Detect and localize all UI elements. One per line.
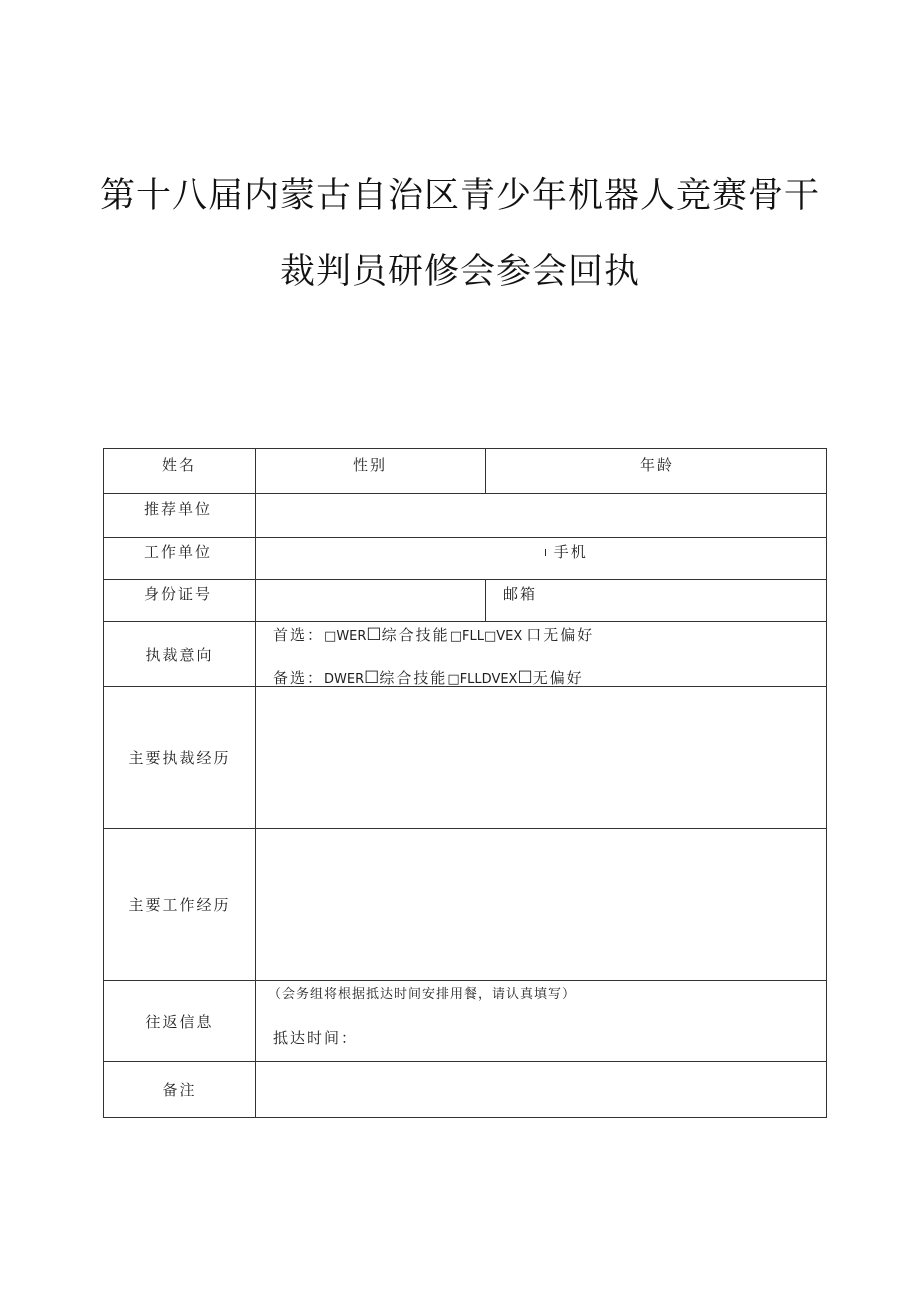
- skills-option: 综合技能: [381, 626, 450, 644]
- recommend-unit-field[interactable]: [255, 493, 827, 538]
- email-label: 邮箱: [503, 585, 538, 603]
- second-skills-checkbox[interactable]: ☐: [364, 668, 380, 688]
- name-label: 姓名: [162, 456, 197, 474]
- phone-marker: I: [544, 548, 547, 559]
- id-label: 身份证号: [144, 585, 213, 603]
- id-field[interactable]: [255, 579, 486, 622]
- arrival-time-label: 抵达时间：: [273, 1029, 359, 1047]
- id-label-cell: [103, 579, 256, 622]
- second-choice-prefix: 备选：: [273, 669, 325, 687]
- page-subtitle: 裁判员研修会参会回执: [279, 252, 640, 292]
- skills-checkbox[interactable]: ☐: [366, 625, 382, 645]
- fll-checkbox[interactable]: □: [449, 629, 462, 644]
- age-label: 年龄: [640, 456, 675, 474]
- second-no-preference-option: 无偏好: [532, 669, 584, 687]
- email-field[interactable]: [485, 579, 827, 622]
- remarks-field[interactable]: [255, 1061, 827, 1118]
- first-choice-prefix: 首选：: [273, 626, 325, 644]
- remarks-label-cell: [103, 1061, 256, 1118]
- vex-checkbox[interactable]: □: [483, 629, 497, 644]
- work-unit-label-cell: [103, 537, 256, 580]
- second-no-preference-checkbox[interactable]: ☐: [517, 668, 533, 688]
- second-skills-option: 综合技能: [379, 669, 448, 687]
- gender-label: 性别: [353, 456, 388, 474]
- intent-label-cell: [103, 621, 256, 687]
- work-history-label: 主要工作经历: [128, 896, 231, 914]
- phone-label: 手机: [553, 543, 588, 561]
- no-preference-checkbox[interactable]: 口: [526, 626, 544, 644]
- travel-label: 往返信息: [145, 1012, 214, 1031]
- travel-field[interactable]: [255, 980, 827, 1062]
- second-fll-checkbox[interactable]: □: [447, 672, 460, 687]
- recommend-unit-label-cell: [103, 493, 256, 538]
- second-choice-line: [273, 667, 584, 688]
- work-unit-phone-field[interactable]: [255, 537, 827, 580]
- referee-history-label: 主要执裁经历: [128, 749, 231, 767]
- work-history-field[interactable]: [255, 828, 827, 981]
- no-preference-option: 无偏好: [543, 626, 595, 644]
- name-label-cell: [103, 448, 256, 494]
- referee-history-label-cell: [103, 686, 256, 829]
- second-wer-option[interactable]: DWER: [324, 672, 365, 687]
- wer-checkbox[interactable]: □: [324, 629, 337, 644]
- intent-label: 执裁意向: [145, 645, 214, 664]
- recommend-unit-label: 推荐单位: [144, 500, 213, 518]
- intent-options-cell: [255, 621, 827, 687]
- work-unit-label: 工作单位: [144, 543, 213, 561]
- travel-note: （会务组将根据抵达时间安排用餐，请认真填写）: [268, 987, 577, 1002]
- remarks-label: 备注: [162, 1081, 197, 1099]
- wer-option: WER: [336, 629, 367, 644]
- first-choice-line: [273, 624, 594, 645]
- second-fll-vex-option: FLLDVEX: [459, 672, 518, 687]
- work-history-label-cell: [103, 828, 256, 981]
- name-gender-field[interactable]: [255, 448, 486, 494]
- gender-age-field[interactable]: [485, 448, 827, 494]
- fll-option: FLL: [461, 629, 484, 644]
- referee-history-field[interactable]: [255, 686, 827, 829]
- travel-label-cell: [103, 980, 256, 1062]
- page-title: 第十八届内蒙古自治区青少年机器人竞赛骨干: [99, 176, 820, 216]
- registration-form-table: [104, 449, 827, 1119]
- vex-option: VEX: [496, 629, 523, 644]
